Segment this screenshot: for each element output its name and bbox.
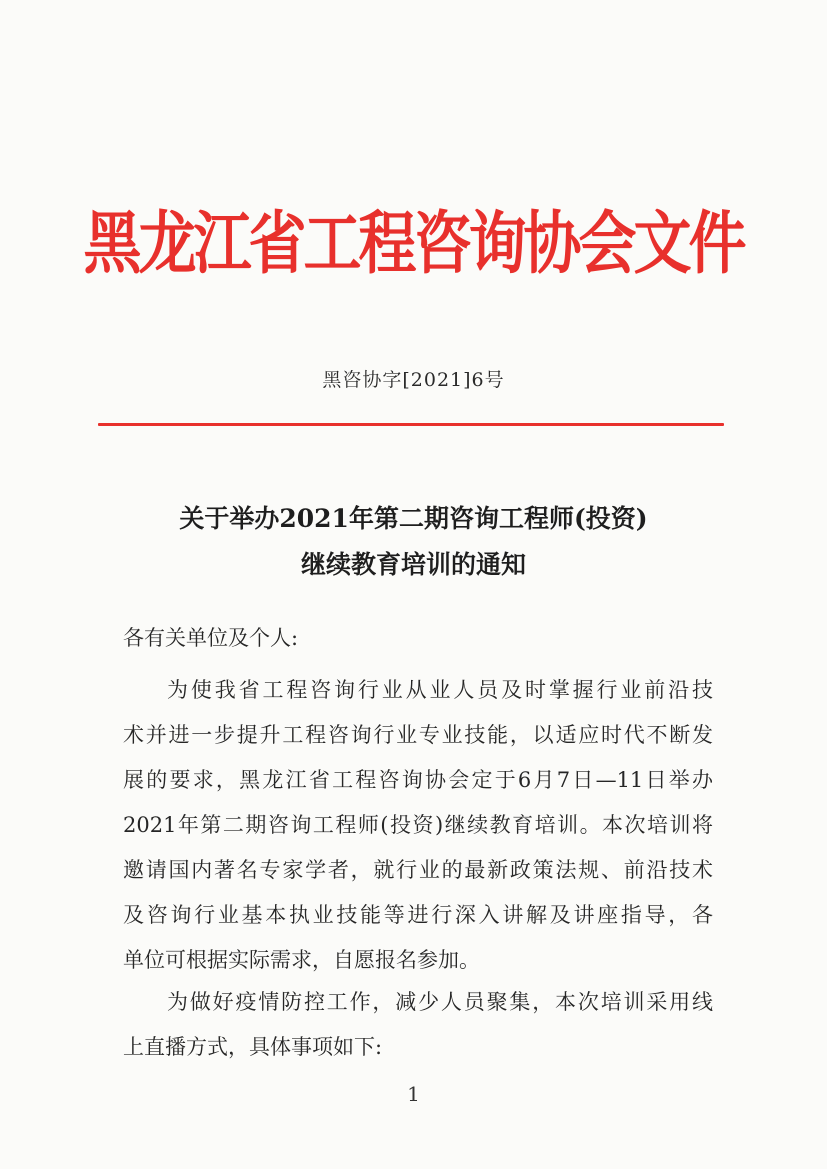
red-divider-line [98, 423, 724, 426]
paragraph-1-line: 邀请国内著名专家学者，就行业的最新政策法规、前沿技术 [123, 858, 713, 882]
paragraph-2 [123, 980, 713, 1070]
notice-title-line-2: 继续教育培训的通知 [300, 550, 526, 579]
notice-title [90, 496, 737, 588]
notice-title-line-1: 关于举办2021年第二期咨询工程师(投资) [179, 504, 648, 533]
page-number: 1 [407, 1082, 420, 1106]
paragraph-2-line: 上直播方式，具体事项如下: [123, 1035, 383, 1059]
paragraph-1-line: 为使我省工程咨询行业从业人员及时掌握行业前沿技 [167, 678, 713, 702]
document-number: 黑咨协字[2021]6号 [322, 369, 505, 391]
paragraph-1-line: 2021年第二期咨询工程师(投资)继续教育培训。本次培训将 [123, 813, 713, 837]
paragraph-1-line: 展的要求，黑龙江省工程咨询协会定于6月7日—11日举办 [123, 768, 713, 792]
salutation: 各有关单位及个人: [123, 626, 299, 650]
paragraph-1-line: 单位可根据实际需求，自愿报名参加。 [123, 948, 480, 972]
paragraph-2-line: 为做好疫情防控工作，减少人员聚集，本次培训采用线 [167, 990, 713, 1014]
paragraph-1 [123, 668, 713, 983]
document-header-title: 黑龙江省工程咨询协会文件 [83, 203, 744, 284]
paragraph-1-line: 及咨询行业基本执业技能等进行深入讲解及讲座指导，各 [123, 903, 713, 927]
paragraph-1-line: 术并进一步提升工程咨询行业专业技能，以适应时代不断发 [123, 723, 713, 747]
